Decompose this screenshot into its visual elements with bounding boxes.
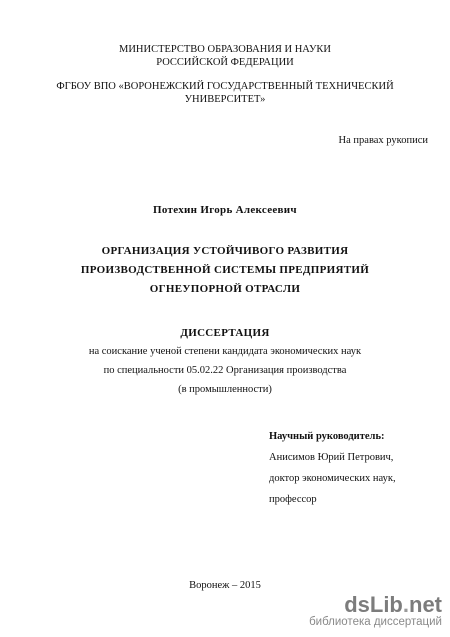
degree-line-3: (в промышленности) — [178, 384, 272, 395]
watermark-logo-dot: . — [402, 592, 409, 617]
supervisor-block — [269, 430, 396, 514]
university-line-1: ФГБОУ ВПО «ВОРОНЕЖСКИЙ ГОСУДАРСТВЕННЫЙ ТЕХНИЧЕСКИЙ — [56, 81, 394, 92]
document-type: ДИССЕРТАЦИЯ — [180, 327, 270, 339]
degree-line-1: на соискание ученой степени кандидата экономических наук — [88, 346, 362, 357]
author-name: Потехин Игорь Алексеевич — [153, 204, 297, 216]
supervisor-rank: профессор — [269, 494, 317, 505]
manuscript-note: На правах рукописи — [338, 135, 428, 146]
watermark-logo-part2: net — [409, 592, 442, 617]
supervisor-name: Анисимов Юрий Петрович, — [269, 452, 394, 463]
university-line-2: УНИВЕРСИТЕТ» — [184, 94, 266, 105]
supervisor-degree: доктор экономических наук, — [269, 473, 396, 484]
thesis-title-line-1: ОРГАНИЗАЦИЯ УСТОЙЧИВОГО РАЗВИТИЯ — [101, 245, 349, 257]
watermark-logo — [309, 594, 442, 616]
ministry-line-2: РОССИЙСКОЙ ФЕДЕРАЦИИ — [156, 57, 294, 68]
dslib-watermark — [309, 594, 442, 629]
ministry-line-1: МИНИСТЕРСТВО ОБРАЗОВАНИЯ И НАУКИ — [119, 44, 331, 55]
supervisor-heading: Научный руководитель: — [269, 431, 385, 442]
thesis-title-line-2: ПРОИЗВОДСТВЕННОЙ СИСТЕМЫ ПРЕДПРИЯТИЙ — [80, 264, 370, 276]
city-year: Воронеж – 2015 — [189, 580, 261, 591]
thesis-title-line-3: ОГНЕУПОРНОЙ ОТРАСЛИ — [149, 283, 301, 295]
watermark-subtitle: библиотека диссертаций — [309, 616, 442, 628]
watermark-logo-part1: dsLib — [344, 592, 403, 617]
degree-line-2: по специальности 05.02.22 Организация производства — [103, 365, 347, 376]
